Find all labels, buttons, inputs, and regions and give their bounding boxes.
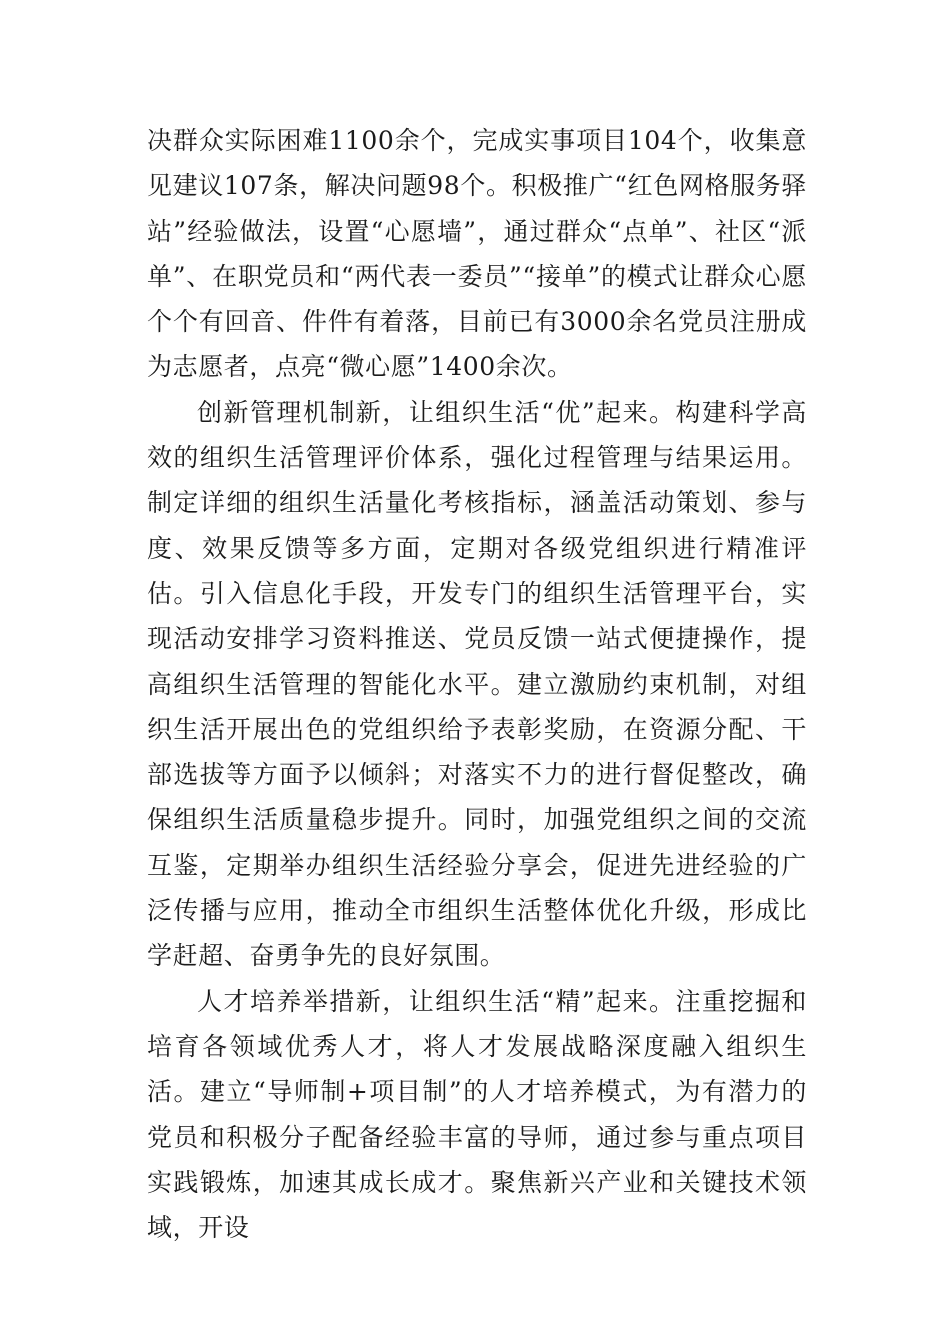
paragraph-management-mechanism: 创新管理机制新，让组织生活“优”起来。构建科学高效的组织生活管理评价体系，强化过程管理与结果运用。制定详细的组织生活量化考核指标，涵盖活动策划、参与度、效果反馈等多方面，定期对各级党组织进行精准评估。引入信息化手段，开发专门的组织生活管理平台，实现活动安排学习资料推送、党员反馈一站式便捷操作，提高组织生活管理的智能化水平。建立激励约束机制，对组织生活开展出色的党组织给予表彰奖励，在资源分配、干部选拔等方面予以倾斜；对落实不力的进行督促整改，确保组织生活质量稳步提升。同时，加强党组织之间的交流互鉴，定期举办组织生活经验分享会，促进先进经验的广泛传播与应用，推动全市组织生活整体优化升级，形成比学赶超、奋勇争先的良好氛围。 <box>147 397 807 971</box>
paragraph-continuation: 决群众实际困难1100余个，完成实事项目104个，收集意见建议107条，解决问题98个。积极推广“红色网格服务驿站”经验做法，设置“心愿墙”，通过群众“点单”、社区“派单”、在职党员和“两代表一委员”“接单”的模式让群众心愿个个有回音、件件有着落，目前已有3000余名党员注册成为志愿者，点亮“微心愿”1400余次。 <box>147 126 807 382</box>
paragraph-talent-cultivation: 人才培养举措新，让组织生活“精”起来。注重挖掘和培育各领域优秀人才，将人才发展战略深度融入组织生活。建立“导师制+项目制”的人才培养模式，为有潜力的党员和积极分子配备经验丰富的导师，通过参与重点项目实践锻炼，加速其成长成才。聚焦新兴产业和关键技术领域，开设 <box>147 986 807 1243</box>
document-body <box>147 118 807 1250</box>
